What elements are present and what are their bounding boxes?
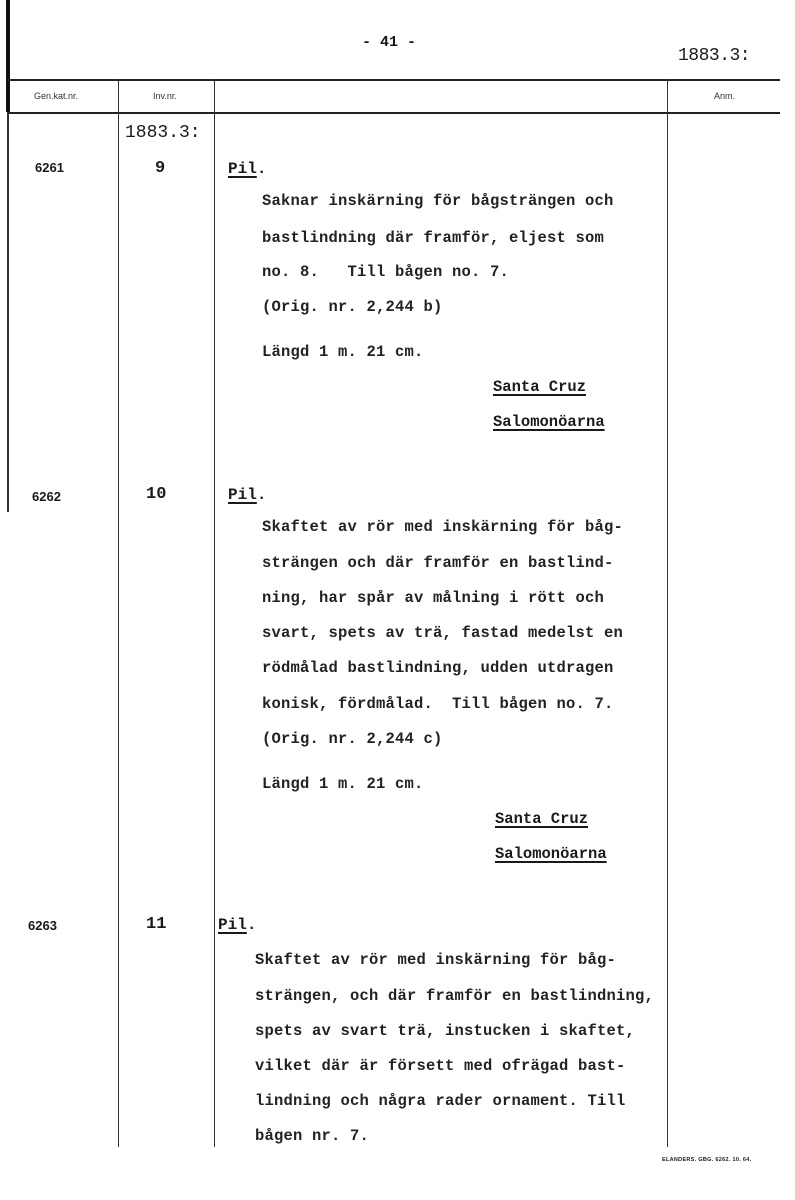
page-number: - 41 -	[362, 34, 417, 51]
gen-kat-nr: 6261	[35, 160, 64, 175]
description-line: bastlindning där framför, eljest som	[262, 229, 605, 247]
description-line: no. 8. Till bågen no. 7.	[262, 263, 510, 281]
description-line: bågen nr. 7.	[255, 1127, 370, 1145]
description-line: konisk, fördmålad. Till bågen no. 7.	[262, 695, 614, 713]
place-region: Salomonöarna	[493, 413, 605, 431]
column-header-anm: Anm.	[714, 91, 736, 101]
description-line: ning, har spår av målning i rött och	[262, 589, 605, 607]
entry-title: Pil.	[218, 916, 257, 934]
length: Längd 1 m. 21 cm.	[262, 343, 424, 361]
section-accession: 1883.3:	[125, 123, 201, 143]
description-line: Skaftet av rör med inskärning för båg-	[262, 518, 624, 536]
printer-mark: ELANDERS. GBG. 6262. 10. 64.	[662, 1157, 752, 1163]
original-number: (Orig. nr. 2,244 b)	[262, 298, 443, 316]
column-header-gen-kat: Gen.kat.nr.	[34, 91, 79, 101]
left-margin-bar	[6, 0, 10, 112]
length: Längd 1 m. 21 cm.	[262, 775, 424, 793]
inv-nr: 9	[155, 159, 166, 178]
place-region: Salomonöarna	[495, 845, 607, 863]
place-locality: Santa Cruz	[495, 810, 589, 828]
original-number: (Orig. nr. 2,244 c)	[262, 730, 443, 748]
description-line: strängen och där framför en bastlind-	[262, 554, 614, 572]
column-header-inv: Inv.nr.	[153, 91, 177, 101]
description-line: lindning och några rader ornament. Till	[255, 1092, 626, 1110]
gen-kat-nr: 6262	[32, 489, 61, 504]
column-divider-inv-main	[214, 79, 215, 1147]
entry-title: Pil.	[228, 160, 267, 178]
place-locality: Santa Cruz	[493, 378, 587, 396]
entry-title-text: Pil	[228, 160, 257, 178]
left-margin-line	[7, 112, 9, 512]
entry-title-text: Pil	[228, 486, 257, 504]
entry-title: Pil.	[228, 486, 267, 504]
description-line: strängen, och där framför en bastlindning,	[255, 987, 655, 1005]
description-line: spets av svart trä, instucken i skaftet,	[255, 1022, 636, 1040]
description-line: Skaftet av rör med inskärning för båg-	[255, 951, 617, 969]
description-line: vilket där är försett med ofrägad bast-	[255, 1057, 626, 1075]
header-top-rule	[8, 79, 780, 81]
header-bottom-rule	[8, 112, 780, 114]
accession-header: 1883.3:	[678, 46, 751, 66]
description-line: svart, spets av trä, fastad medelst en	[262, 624, 624, 642]
column-divider-main-anm	[667, 79, 668, 1147]
inv-nr: 10	[146, 485, 167, 504]
description-line: rödmålad bastlindning, udden utdragen	[262, 659, 614, 677]
gen-kat-nr: 6263	[28, 918, 57, 933]
inv-nr: 11	[146, 915, 167, 934]
column-divider-gen-inv	[118, 79, 119, 1147]
description-line: Saknar inskärning för bågsträngen och	[262, 192, 614, 210]
entry-title-text: Pil	[218, 916, 247, 934]
